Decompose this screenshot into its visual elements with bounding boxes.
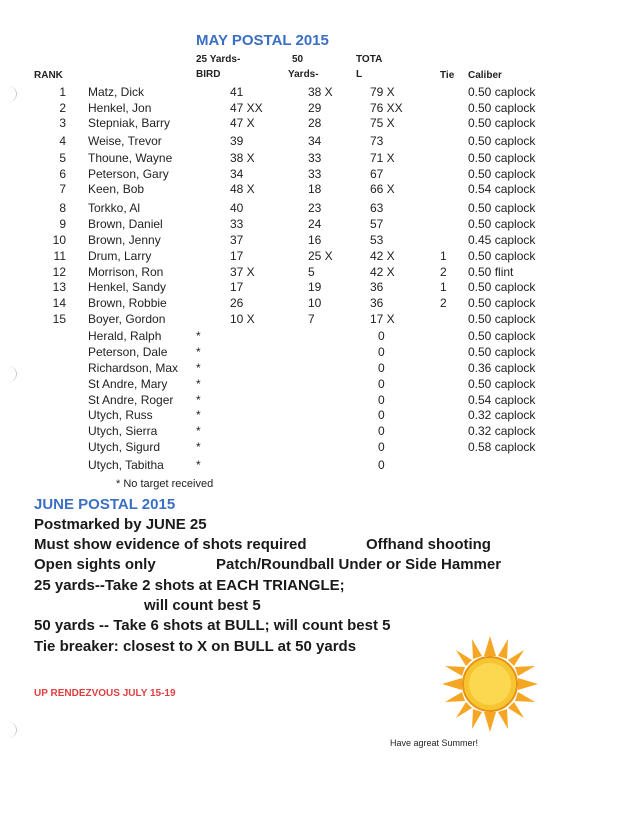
caliber-cell: 0.50 caplock	[468, 377, 536, 391]
tie-cell: 2	[440, 265, 447, 279]
june-title: JUNE POSTAL 2015	[34, 496, 176, 513]
total-cell: 63	[370, 201, 384, 215]
june-line: 50 yards -- Take 6 shots at BULL; will count best 5	[34, 617, 391, 634]
total-cell: 53	[370, 233, 384, 247]
yards25-cell: 38 X	[230, 151, 255, 165]
rank-cell: 5	[59, 151, 66, 165]
yards50-cell: 29	[308, 101, 322, 115]
rank-cell: 2	[59, 101, 66, 115]
yards50-cell: 34	[308, 134, 322, 148]
rank-cell: 12	[52, 265, 66, 279]
total-cell: 76 XX	[370, 101, 403, 115]
header-total: TOTA	[356, 54, 383, 65]
yards25-cell: 10 X	[230, 312, 255, 326]
june-line: will count best 5	[144, 597, 261, 614]
yards50-cell: 33	[308, 167, 322, 181]
caliber-cell: 0.54 caplock	[468, 182, 536, 196]
caliber-cell: 0.54 caplock	[468, 393, 536, 407]
yards50-cell: 19	[308, 280, 322, 294]
june-line: 25 yards--Take 2 shots at EACH TRIANGLE;	[34, 577, 345, 594]
caliber-cell: 0.50 flint	[468, 265, 514, 279]
caliber-cell: 0.50 caplock	[468, 296, 536, 310]
header-caliber: Caliber	[468, 70, 502, 81]
caliber-cell: 0.50 caplock	[468, 249, 536, 263]
rank-cell: 9	[59, 217, 66, 231]
total-cell: 0	[378, 329, 385, 343]
caliber-cell: 0.50 caplock	[468, 167, 536, 181]
june-line: Offhand shooting	[366, 536, 491, 553]
caliber-cell: 0.50 caplock	[468, 280, 536, 294]
rank-cell: 13	[52, 280, 66, 294]
yards25-cell: 17	[230, 280, 244, 294]
yards50-cell: 5	[308, 265, 315, 279]
yards25-cell: 47 XX	[230, 101, 263, 115]
yards25-cell: 37 X	[230, 265, 255, 279]
yards25-cell: 37	[230, 233, 244, 247]
yards25-cell: 48 X	[230, 182, 255, 196]
yards50-cell: 33	[308, 151, 322, 165]
caliber-cell: 0.50 caplock	[468, 151, 536, 165]
caliber-cell: 0.50 caplock	[468, 101, 536, 115]
total-cell: 66 X	[370, 182, 395, 196]
name-cell: Herald, Ralph	[88, 329, 162, 343]
rank-cell: 1	[59, 85, 66, 99]
june-line: Patch/Roundball Under or Side Hammer	[216, 556, 502, 573]
caliber-cell: 0.50 caplock	[468, 201, 536, 215]
rank-cell: 10	[52, 233, 66, 247]
yards25-cell: *	[196, 440, 201, 454]
total-cell: 71 X	[370, 151, 395, 165]
name-cell: Peterson, Dale	[88, 345, 168, 359]
total-cell: 79 X	[370, 85, 395, 99]
total-cell: 0	[378, 424, 385, 438]
header-50: 50	[292, 54, 304, 65]
name-cell: Thoune, Wayne	[88, 151, 173, 165]
tie-cell: 1	[440, 280, 447, 294]
yards50-cell: 24	[308, 217, 322, 231]
name-cell: Utych, Tabitha	[88, 458, 164, 472]
total-cell: 67	[370, 167, 384, 181]
yards25-cell: 41	[230, 85, 244, 99]
yards50-cell: 28	[308, 116, 322, 130]
rank-cell: 14	[52, 296, 66, 310]
total-cell: 42 X	[370, 249, 395, 263]
may-title: MAY POSTAL 2015	[196, 32, 329, 49]
total-cell: 0	[378, 393, 385, 407]
total-cell: 57	[370, 217, 384, 231]
caliber-cell: 0.50 caplock	[468, 134, 536, 148]
yards25-cell: 33	[230, 217, 244, 231]
yards25-cell: 34	[230, 167, 244, 181]
yards50-cell: 10	[308, 296, 322, 310]
yards50-cell: 18	[308, 182, 322, 196]
yards50-cell: 38 X	[308, 85, 333, 99]
yards25-cell: 40	[230, 201, 244, 215]
yards25-cell: *	[196, 345, 201, 359]
june-line: Postmarked by JUNE 25	[34, 516, 207, 533]
header-tie: Tie	[440, 70, 455, 81]
caliber-cell: 0.32 caplock	[468, 424, 536, 438]
binder-hole	[0, 722, 17, 738]
header-rank: RANK	[34, 70, 63, 81]
name-cell: Richardson, Max	[88, 361, 179, 375]
total-cell: 0	[378, 377, 385, 391]
yards25-cell: 17	[230, 249, 244, 263]
rank-cell: 15	[52, 312, 66, 326]
caliber-cell: 0.50 caplock	[468, 312, 536, 326]
header-total-l: L	[356, 69, 363, 80]
caliber-cell: 0.45 caplock	[468, 233, 536, 247]
name-cell: Brown, Jenny	[88, 233, 161, 247]
sun-icon	[440, 634, 540, 734]
total-cell: 73	[370, 134, 384, 148]
yards50-cell: 7	[308, 312, 315, 326]
name-cell: Henkel, Jon	[88, 101, 152, 115]
rank-cell: 7	[59, 182, 66, 196]
total-cell: 0	[378, 361, 385, 375]
header-yards: Yards-	[288, 69, 319, 80]
name-cell: St Andre, Mary	[88, 377, 168, 391]
rank-cell: 4	[59, 134, 66, 148]
header-bird: BIRD	[196, 69, 221, 80]
rank-cell: 6	[59, 167, 66, 181]
rank-cell: 8	[59, 201, 66, 215]
yards25-cell: *	[196, 393, 201, 407]
yards25-cell: *	[196, 361, 201, 375]
name-cell: Brown, Daniel	[88, 217, 163, 231]
summer-message: Have agreat Summer!	[390, 738, 479, 748]
yards50-cell: 23	[308, 201, 322, 215]
name-cell: Utych, Sigurd	[88, 440, 161, 454]
caliber-cell: 0.32 caplock	[468, 408, 536, 422]
total-cell: 36	[370, 296, 384, 310]
caliber-cell: 0.50 caplock	[468, 85, 536, 99]
total-cell: 42 X	[370, 265, 395, 279]
total-cell: 17 X	[370, 312, 395, 326]
june-line: Open sights only	[34, 556, 156, 573]
june-line: Tie breaker: closest to X on BULL at 50 yards	[34, 638, 357, 655]
name-cell: Henkel, Sandy	[88, 280, 167, 294]
yards50-cell: 16	[308, 233, 322, 247]
yards25-cell: 26	[230, 296, 244, 310]
rank-cell: 11	[53, 249, 66, 263]
total-cell: 0	[378, 458, 385, 472]
caliber-cell: 0.36 caplock	[468, 361, 536, 375]
name-cell: Utych, Sierra	[88, 424, 158, 438]
yards25-cell: *	[196, 458, 201, 472]
name-cell: Utych, Russ	[88, 408, 153, 422]
rank-cell: 3	[59, 116, 66, 130]
caliber-cell: 0.58 caplock	[468, 440, 536, 454]
yards25-cell: 47 X	[230, 116, 255, 130]
tie-cell: 2	[440, 296, 447, 310]
tie-cell: 1	[440, 249, 447, 263]
june-line: Must show evidence of shots required	[34, 536, 307, 553]
caliber-cell: 0.50 caplock	[468, 217, 536, 231]
yards25-cell: *	[196, 424, 201, 438]
yards50-cell: 25 X	[308, 249, 333, 263]
name-cell: Peterson, Gary	[88, 167, 169, 181]
name-cell: Drum, Larry	[88, 249, 152, 263]
total-cell: 0	[378, 345, 385, 359]
yards25-cell: *	[196, 377, 201, 391]
yards25-cell: 39	[230, 134, 244, 148]
total-cell: 0	[378, 440, 385, 454]
name-cell: Torkko, Al	[88, 201, 141, 215]
name-cell: Stepniak, Barry	[88, 116, 171, 130]
name-cell: Matz, Dick	[88, 85, 145, 99]
yards25-cell: *	[196, 329, 201, 343]
name-cell: Brown, Robbie	[88, 296, 167, 310]
total-cell: 75 X	[370, 116, 395, 130]
total-cell: 36	[370, 280, 384, 294]
caliber-cell: 0.50 caplock	[468, 345, 536, 359]
name-cell: Keen, Bob	[88, 182, 145, 196]
binder-hole	[0, 86, 17, 102]
header-25yards: 25 Yards-	[196, 54, 241, 65]
name-cell: Boyer, Gordon	[88, 312, 166, 326]
caliber-cell: 0.50 caplock	[468, 116, 536, 130]
total-cell: 0	[378, 408, 385, 422]
caliber-cell: 0.50 caplock	[468, 329, 536, 343]
name-cell: St Andre, Roger	[88, 393, 174, 407]
binder-hole	[0, 366, 17, 382]
name-cell: Weise, Trevor	[88, 134, 162, 148]
name-cell: Morrison, Ron	[88, 265, 164, 279]
yards25-cell: *	[196, 408, 201, 422]
no-target-note: * No target received	[116, 478, 214, 490]
rendezvous-notice: UP RENDEZVOUS JULY 15-19	[34, 688, 176, 699]
